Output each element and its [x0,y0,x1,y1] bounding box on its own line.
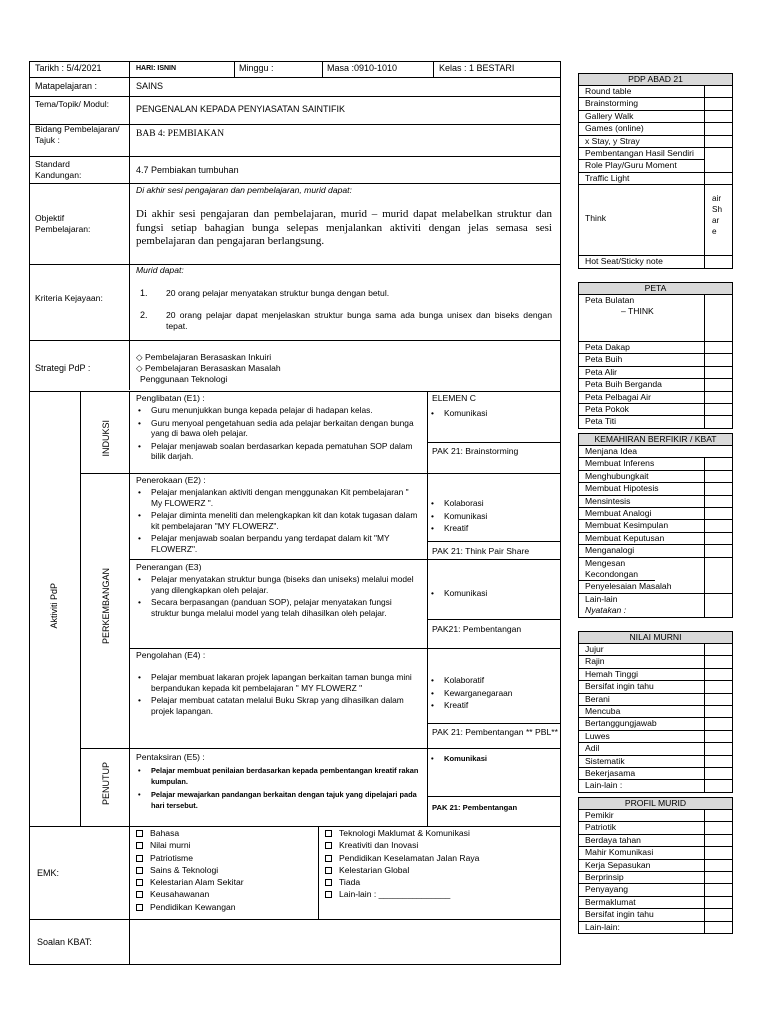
e5-item: • Pelajar mewajarkan pandangan berkaitan dengan tajuk yang dipelajari pada hari tersebut. [135,789,420,811]
peta-item[interactable]: Peta Alir [579,367,732,379]
matapelajaran-value: SAINS [136,81,164,91]
nilai-item[interactable]: Bekerjasama [579,768,732,780]
profil-item[interactable]: Berdaya tahan [579,835,732,847]
elemen-item: • Kreatif [428,523,558,534]
e2-elemen-list [428,498,558,536]
pdp-abad-item: Think [585,213,607,224]
standard-value: 4.7 Pembiakan tumbuhan [136,165,239,175]
e2-item: • Pelajar menjalankan aktiviti dengan menggunakan Kit pembelajaran " My FLOWERZ ". [135,487,420,508]
e2-pak: PAK 21: Think Pair Share [432,546,530,556]
e3-title: Penerangan (E3) [136,562,202,572]
peta-think: – THINK [621,306,654,317]
emk-checkbox[interactable]: Kelestarian Alam Sekitar [133,876,313,888]
nilai-item[interactable]: Bersifat ingin tahu [579,681,732,693]
profil-item[interactable]: Pemikir [579,810,732,822]
emk-checkbox[interactable]: Keusahawanan [133,888,313,900]
profil-item[interactable]: Bersifat ingin tahu [579,909,732,921]
emk-checkbox[interactable]: Lain-lain : _______________ [322,888,557,900]
nilai-item[interactable]: Adil [579,743,732,755]
pdp-abad-think-row[interactable] [579,185,732,256]
e1-item: • Guru menunjukkan bunga kepada pelajar di hadapan kelas. [135,405,420,416]
tarikh-cell: Tarikh : 5/4/2021 [35,63,102,73]
kriteria-intro: Murid dapat: [136,265,184,275]
e2-title: Penerokaan (E2) : [136,475,206,485]
masa-cell: Masa :0910-1010 [327,63,398,73]
kbat-table [578,433,733,618]
e3-elemen-list [428,588,558,601]
nilai-item[interactable]: Lain-lain : [585,780,623,791]
nilai-item[interactable]: Berani [579,694,732,706]
pdp-abad-title: PDP ABAD 21 [579,74,732,86]
pdp-abad-item[interactable]: Games (online) [579,123,732,135]
elemen-item: • Komunikasi [428,588,558,599]
nilai-murni-title: NILAI MURNI [579,632,732,644]
e4-elemen-list [428,675,558,713]
e1-elemen-list [428,408,558,421]
emk-checkbox[interactable]: Sains & Teknologi [133,864,313,876]
e5-title: Pentaksiran (E5) : [136,752,205,762]
e3-item: • Pelajar menyatakan struktur bunga (biseks dan uniseks) melalui model yang dilengkapkan oleh pelajar. [135,574,420,595]
e2-item: • Pelajar menjawab soalan berpandu yang terdapat dalam kit "MY FLOWERZ". [135,533,420,554]
e4-item: • Pelajar membuat catatan melalui Buku Skrap yang dihasilkan dalam projek lapangan. [135,695,420,716]
e5-elemen-list [428,754,558,767]
peta-title: PETA [579,283,732,295]
pdp-abad-item[interactable]: Gallery Walk [579,111,732,123]
kriteria-2: 20 orang pelajar dapat menjelaskan struktur bunga sama ada bunga unisex dan biseks dengan tepat. [166,310,552,331]
kbat-item[interactable]: Membuat Kesimpulan [579,520,732,532]
hari-cell: HARI: ISNIN [136,65,177,72]
nilai-item[interactable]: Hemah Tinggi [579,669,732,681]
objektif-label: Objektif Pembelajaran: [35,213,91,234]
kbat-item: Lain-lain [585,593,618,604]
minggu-cell: Minggu : [239,63,274,73]
strategi-2: ◇ Pembelajaran Berasaskan Masalah [136,363,281,373]
tema-value: PENGENALAN KEPADA PENYIASATAN SAINTIFIK [136,104,346,114]
e1-item: • Pelajar menjawab soalan berdasarkan kepada pematuhan SOP dalam bilik darjah. [135,441,420,462]
bidang-label: Bidang Pembelajaran/ Tajuk : [35,124,120,145]
nilai-item[interactable]: Rajin [579,656,732,668]
bidang-value: BAB 4: PEMBIAKAN [136,129,225,139]
strategi-label: Strategi PdP : [35,363,91,373]
pdp-abad-item[interactable]: Brainstorming [579,98,732,110]
kbat-item[interactable]: Membuat Keputusan [579,533,732,545]
kbat-lain-row[interactable] [579,594,732,617]
kelas-cell: Kelas : 1 BESTARI [439,63,515,73]
peta-item[interactable]: Peta Pokok [579,404,732,416]
profil-item[interactable]: Penyayang [579,884,732,896]
strategi-3: Penggunaan Teknologi [140,374,228,384]
peta-item: Peta Bulatan [585,295,635,305]
emk-checkbox[interactable]: Nilai murni [133,839,313,851]
kriteria-label: Kriteria Kejayaan: [35,293,103,303]
kbat-nyatakan: Nyatakan : [585,605,627,616]
profil-item[interactable]: Mahir Komunikasi [579,847,732,859]
matapelajaran-label: Matapelajaran : [35,81,98,91]
e2-item: • Pelajar diminta meneliti dan melengkapkan kit dan kotak tugasan dalam kit pembelajaran "MY FLOWERZ". [135,510,420,531]
pdp-abad-item[interactable]: Hot Seat/Sticky note [585,256,663,267]
kbat-item[interactable]: Menjana Idea [579,446,732,458]
kbat-item[interactable]: Membuat Analogi [579,508,732,520]
emk-left-list [133,827,313,913]
perkembangan-label: PERKEMBANGAN [101,568,111,645]
profil-item[interactable]: Berprinsip [579,872,732,884]
emk-checkbox[interactable]: Kelestarian Global [322,864,557,876]
e1-list [135,405,420,464]
profil-item[interactable]: Lain-lain: [585,921,620,932]
nilai-item[interactable]: Bertanggungjawab [579,718,732,730]
kbat-title: KEMAHIRAN BERFIKIR / KBAT [579,434,732,446]
e3-list [135,574,420,620]
e2-list [135,487,420,557]
emk-checkbox[interactable]: Tiada [322,876,557,888]
penutup-label: PENUTUP [101,762,111,806]
kbat-item[interactable]: Menghubungkait [579,471,732,483]
kbat-item[interactable]: Mensintesis [579,496,732,508]
e1-elemen-title: ELEMEN C [432,393,476,403]
soalan-kbat-label: Soalan KBAT: [37,937,92,947]
pdp-abad-item[interactable]: Role Play/Guru Moment [579,160,732,172]
nilai-item[interactable]: Mencuba [579,706,732,718]
peta-table [578,282,733,429]
elemen-item: • Kolaboratif [428,675,558,686]
strategi-1: ◇ Pembelajaran Berasaskan Inkuiri [136,352,272,362]
induksi-label: INDUKSI [101,420,111,457]
emk-checkbox[interactable]: Patriotisme [133,852,313,864]
elemen-item: • Komunikasi [428,511,558,522]
peta-item[interactable]: Peta Buih Berganda [579,379,732,391]
elemen-item: • Kewarganegaraan [428,688,558,699]
emk-label: EMK: [37,868,60,878]
pdp-abad-item[interactable]: Traffic Light [579,173,732,185]
kbat-item[interactable]: Membuat Hipotesis [579,483,732,495]
kriteria-1-num: 1. [140,288,148,298]
kbat-item[interactable]: Mengesan Kecondongan [579,558,655,582]
standard-label: Standard Kandungan: [35,159,82,180]
pdp-abad-item[interactable]: x Stay, y Stray [579,136,732,148]
objektif-value: Di akhir sesi pengajaran dan pembelajaran, murid – murid dapat melabelkan struktur dan fungsi setiap bahagian bunga selepas menjalankan aktiviti dengan jelas semasa sesi pembelajaran dan pengajaran berlangsung. [136,208,552,247]
emk-checkbox[interactable]: Teknologi Maklumat & Komunikasi [322,827,557,839]
soalan-kbat-field[interactable] [130,920,560,964]
profil-murid-title: PROFIL MURID [579,798,732,810]
profil-item[interactable]: Patriotik [579,822,732,834]
e5-list [135,765,420,813]
emk-checkbox[interactable]: Kreativiti dan Inovasi [322,839,557,851]
emk-checkbox[interactable]: Pendidikan Keselamatan Jalan Raya [322,852,557,864]
emk-checkbox[interactable]: Pendidikan Kewangan [133,901,313,913]
e1-item: • Guru menyoal pengetahuan sedia ada pelajar berkaitan dengan bunga yang di bawa oleh pelajar. [135,418,420,439]
kbat-item[interactable]: Membuat Inferens [579,458,732,470]
e4-pak: PAK 21: Pembentangan ** PBL** [432,727,558,737]
kbat-item[interactable]: Menganalogi [579,545,732,557]
pdp-abad-item[interactable]: Pembentangan Hasil Sendiri [579,148,705,160]
kbat-item[interactable]: Penyelesaian Masalah [579,581,732,593]
tema-label: Tema/Topik/ Modul: [35,99,110,109]
e4-item: • Pelajar membuat lakaran projek lapangan berkaitan taman bunga mini berpandukan kepada kit pembelajaran " MY FLOWERZ " [135,672,420,693]
peta-bulatan-row[interactable] [579,295,732,342]
e4-title: Pengolahan (E4) : [136,650,206,660]
nilai-item[interactable]: Jujur [579,644,732,656]
think-side-text: air Sh ar e [712,194,723,237]
peta-item[interactable]: Peta Pelbagai Air [579,392,732,404]
emk-right-list [322,827,557,901]
e3-item: • Secara berpasangan (panduan SOP), pelajar menyatakan fungsi struktur bunga melalui model yang telah dihasilkan oleh pelajar. [135,597,420,618]
e3-pak: PAK21: Pembentangan [432,624,522,634]
profil-murid-table [578,797,733,934]
kriteria-1: 20 orang pelajar menyatakan struktur bunga dengan betul. [166,288,390,298]
e5-pak: PAK 21: Pembentangan [432,803,518,812]
objektif-intro: Di akhir sesi pengajaran dan pembelajaran, murid dapat: [136,185,352,195]
elemen-item: • Komunikasi [428,754,558,765]
peta-item[interactable]: Peta Buih [579,354,732,366]
kriteria-2-num: 2. [140,310,148,320]
nilai-murni-table [578,631,733,793]
elemen-item: • Komunikasi [428,408,558,419]
peta-item[interactable]: Peta Dakap [579,342,732,354]
e4-list [135,672,420,718]
pdp-abad-table [578,73,733,269]
emk-checkbox[interactable]: Bahasa [133,827,313,839]
nilai-item[interactable]: Sistematik [579,756,732,768]
elemen-item: • Kolaborasi [428,498,558,509]
e5-item: • Pelajar membuat penilaian berdasarkan kepada pembentangan kreatif rakan kumpulan. [135,765,420,787]
profil-item[interactable]: Bermaklumat [579,897,732,909]
e1-title: Penglibatan (E1) : [136,393,205,403]
profil-item[interactable]: Kerja Sepasukan [579,860,732,872]
pdp-abad-item[interactable]: Round table [579,86,732,98]
e1-pak: PAK 21: Brainstorming [432,446,519,456]
peta-item[interactable]: Peta Titi [585,416,617,427]
aktiviti-label: Aktiviti PdP [49,583,59,629]
elemen-item: • Kreatif [428,700,558,711]
nilai-item[interactable]: Luwes [579,731,732,743]
